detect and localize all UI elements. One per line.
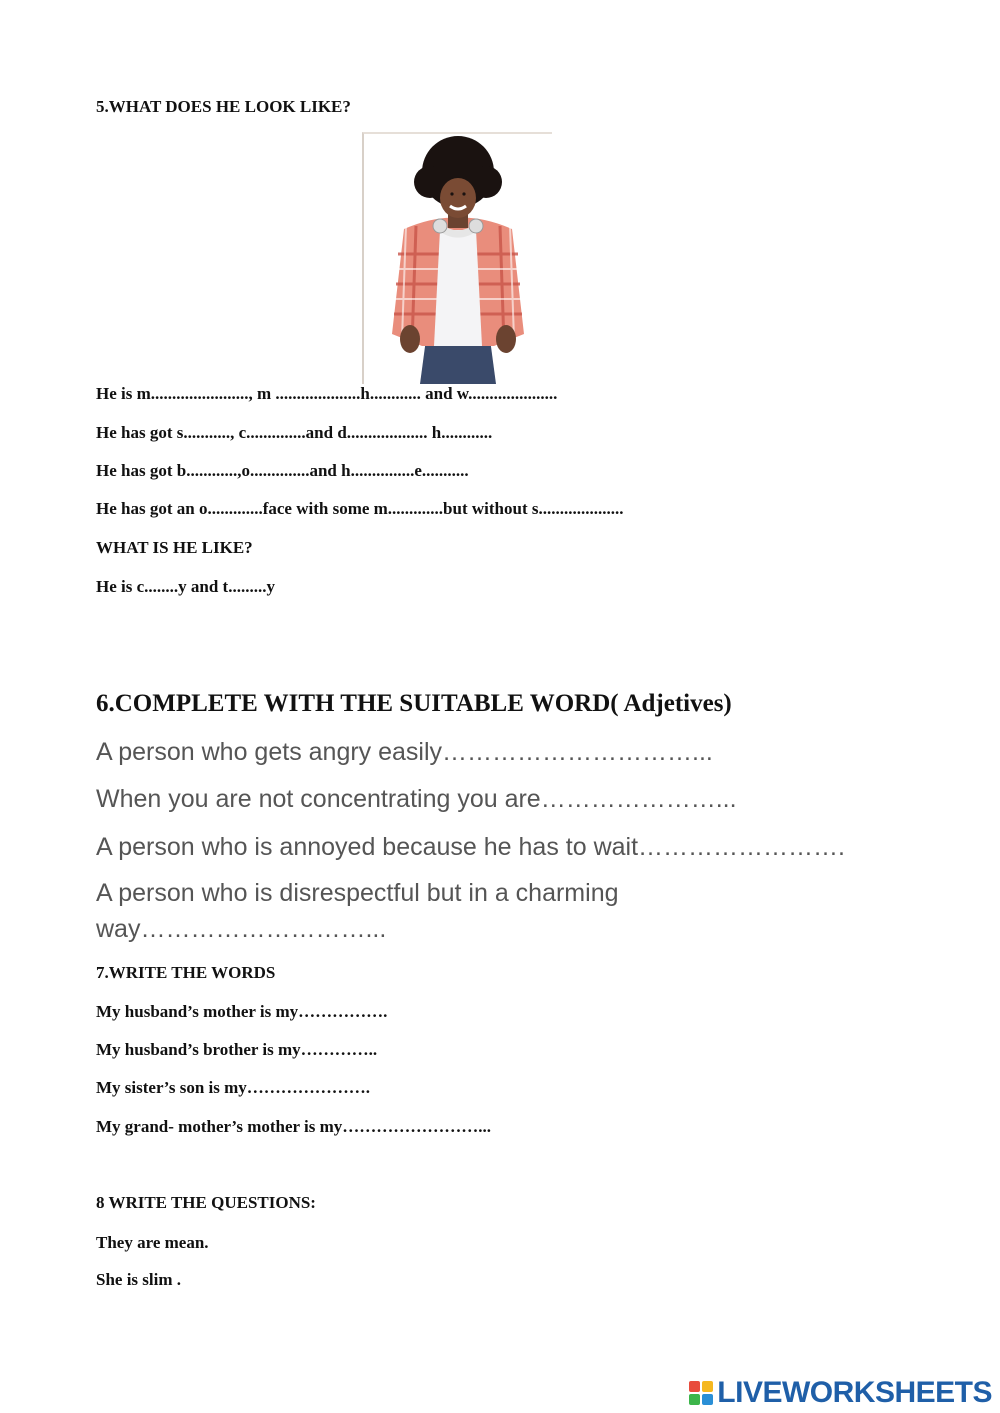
appearance-line-4: He has got an o.............face with some m.............but without s.................... bbox=[96, 499, 624, 518]
logo-square bbox=[702, 1394, 713, 1405]
section6-heading: 6.COMPLETE WITH THE SUITABLE WORD( Adjetives) bbox=[96, 690, 732, 717]
adjective-item-3: A person who is annoyed because he has to wait……………………. bbox=[96, 833, 845, 861]
family-item-1: My husband’s mother is my……………. bbox=[96, 1002, 388, 1021]
boy-photo bbox=[362, 132, 552, 384]
logo-square bbox=[689, 1381, 700, 1392]
liveworksheets-brand[interactable] bbox=[689, 1376, 992, 1410]
appearance-line-2: He has got s..........., c..............and d................... h............ bbox=[96, 423, 493, 442]
section8-heading: 8 WRITE THE QUESTIONS: bbox=[96, 1193, 316, 1212]
adjective-item-2: When you are not concentrating you are…………………... bbox=[96, 785, 737, 813]
question-item-2: She is slim . bbox=[96, 1270, 182, 1289]
section5-subheading: WHAT IS HE LIKE? bbox=[96, 538, 253, 557]
liveworksheets-logo-icon bbox=[689, 1381, 713, 1405]
adjective-item-4: A person who is disrespectful but in a charming bbox=[96, 879, 619, 907]
brand-name: LIVEWORKSHEETS bbox=[717, 1376, 992, 1409]
section7-heading: 7.WRITE THE WORDS bbox=[96, 963, 276, 982]
appearance-line-1: He is m......................., m ....................h............ and w..................... bbox=[96, 384, 558, 403]
question-item-1: They are mean. bbox=[96, 1233, 209, 1252]
logo-square bbox=[689, 1394, 700, 1405]
section5-heading: 5.WHAT DOES HE LOOK LIKE? bbox=[96, 97, 351, 116]
adjective-item-1: A person who gets angry easily…………………………... bbox=[96, 738, 713, 766]
adjective-item-4-continued: way………………………... bbox=[96, 915, 387, 943]
family-item-2: My husband’s brother is my………….. bbox=[96, 1040, 378, 1059]
boy-illustration bbox=[364, 134, 552, 384]
personality-line: He is c........y and t.........y bbox=[96, 577, 275, 596]
family-item-4: My grand- mother’s mother is my……………………... bbox=[96, 1117, 492, 1136]
family-item-3: My sister’s son is my…………………. bbox=[96, 1078, 371, 1097]
appearance-line-3: He has got b............,o..............and h...............e........... bbox=[96, 461, 469, 480]
logo-square bbox=[702, 1381, 713, 1392]
